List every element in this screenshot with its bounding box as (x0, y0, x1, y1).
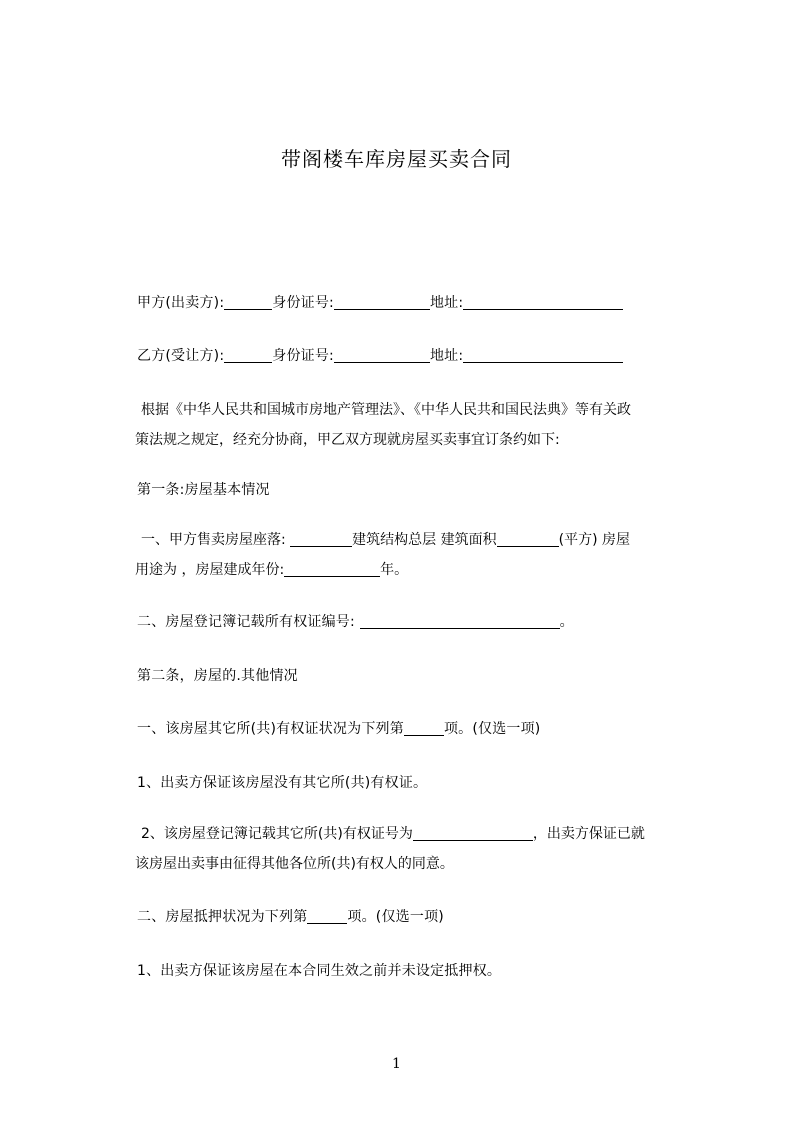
article-1-heading: 第一条:房屋基本情况 (137, 482, 270, 498)
a1-item2-text-a: 二、房屋登记簿记载所有权证编号: (137, 614, 355, 630)
article-2-item-1 (137, 718, 540, 738)
a2-item2-text-a: 二、房屋抵押状况为下列第 (137, 909, 308, 925)
a1-item1-text-d: 用途为 ，房屋建成年份: (135, 562, 285, 578)
a1-item1-text-b: 建筑结构总层 建筑面积 (352, 532, 497, 548)
preamble-line-2: 策法规之规定，经充分协商，甲乙双方现就房屋买卖事宜订条约如下: (135, 432, 560, 448)
party-b-label: 乙方(受让方): (137, 348, 225, 364)
a2-opt2-text-b: ，出卖方保证已就 (532, 826, 645, 842)
article-2-option-1: 1、出卖方保证该房屋没有其它所(共)有权证。 (137, 775, 428, 791)
party-b-line (137, 345, 623, 365)
ownership-option-blank[interactable] (404, 721, 444, 736)
article-1-item-2 (137, 611, 574, 631)
party-a-address-label: 地址: (429, 295, 464, 311)
article-2-option-2 (137, 819, 702, 879)
a1-item1-text-e: 年。 (380, 562, 409, 578)
a1-item2-text-b: 。 (559, 614, 574, 630)
party-a-label: 甲方(出卖方): (137, 295, 225, 311)
party-b-name-blank[interactable] (224, 348, 272, 363)
party-a-id-label: 身份证号: (272, 295, 334, 311)
a1-item1-text-c: (平方) 房屋 (558, 532, 630, 548)
party-b-address-blank[interactable] (463, 348, 623, 363)
document-title: 带阁楼车库房屋买卖合同 (281, 147, 512, 171)
mortgage-option-blank[interactable] (307, 909, 347, 924)
a2-item1-text-a: 一、该房屋其它所(共)有权证状况为下列第 (137, 721, 404, 737)
article-2-item-2 (137, 906, 444, 926)
co-ownership-cert-blank[interactable] (413, 826, 533, 841)
page-number: 1 (392, 1056, 401, 1072)
party-b-id-label: 身份证号: (272, 348, 334, 364)
article-2-option-3: 1、出卖方保证该房屋在本合同生效之前并未设定抵押权。 (137, 963, 502, 979)
a2-item2-text-b: 项。(仅选一项) (347, 909, 444, 925)
year-blank[interactable] (284, 562, 380, 577)
party-b-id-blank[interactable] (334, 348, 430, 363)
certificate-number-blank[interactable] (360, 614, 560, 629)
party-a-id-blank[interactable] (334, 295, 430, 310)
party-a-line (137, 292, 623, 312)
preamble-line-1: 根据《中华人民共和国城市房地产管理法》、《中华人民共和国民法典》等有关政 (141, 402, 631, 418)
a2-opt2-text-c: 该房屋出卖事由征得其他各位所(共)有权人的同意。 (135, 856, 454, 872)
location-blank[interactable] (290, 532, 352, 547)
a2-item1-text-b: 项。(仅选一项) (443, 721, 541, 737)
party-a-address-blank[interactable] (463, 295, 623, 310)
article-2-heading: 第二条，房屋的.其他情况 (137, 668, 298, 684)
article-1-item-1 (137, 525, 702, 585)
a1-item1-text-a: 一、甲方售卖房屋座落: (141, 532, 286, 548)
a2-opt2-text-a: 2、该房屋登记簿记载其它所(共)有权证号为 (141, 826, 413, 842)
preamble (137, 395, 702, 455)
party-b-address-label: 地址: (429, 348, 464, 364)
party-a-name-blank[interactable] (224, 295, 272, 310)
area-blank[interactable] (497, 532, 559, 547)
